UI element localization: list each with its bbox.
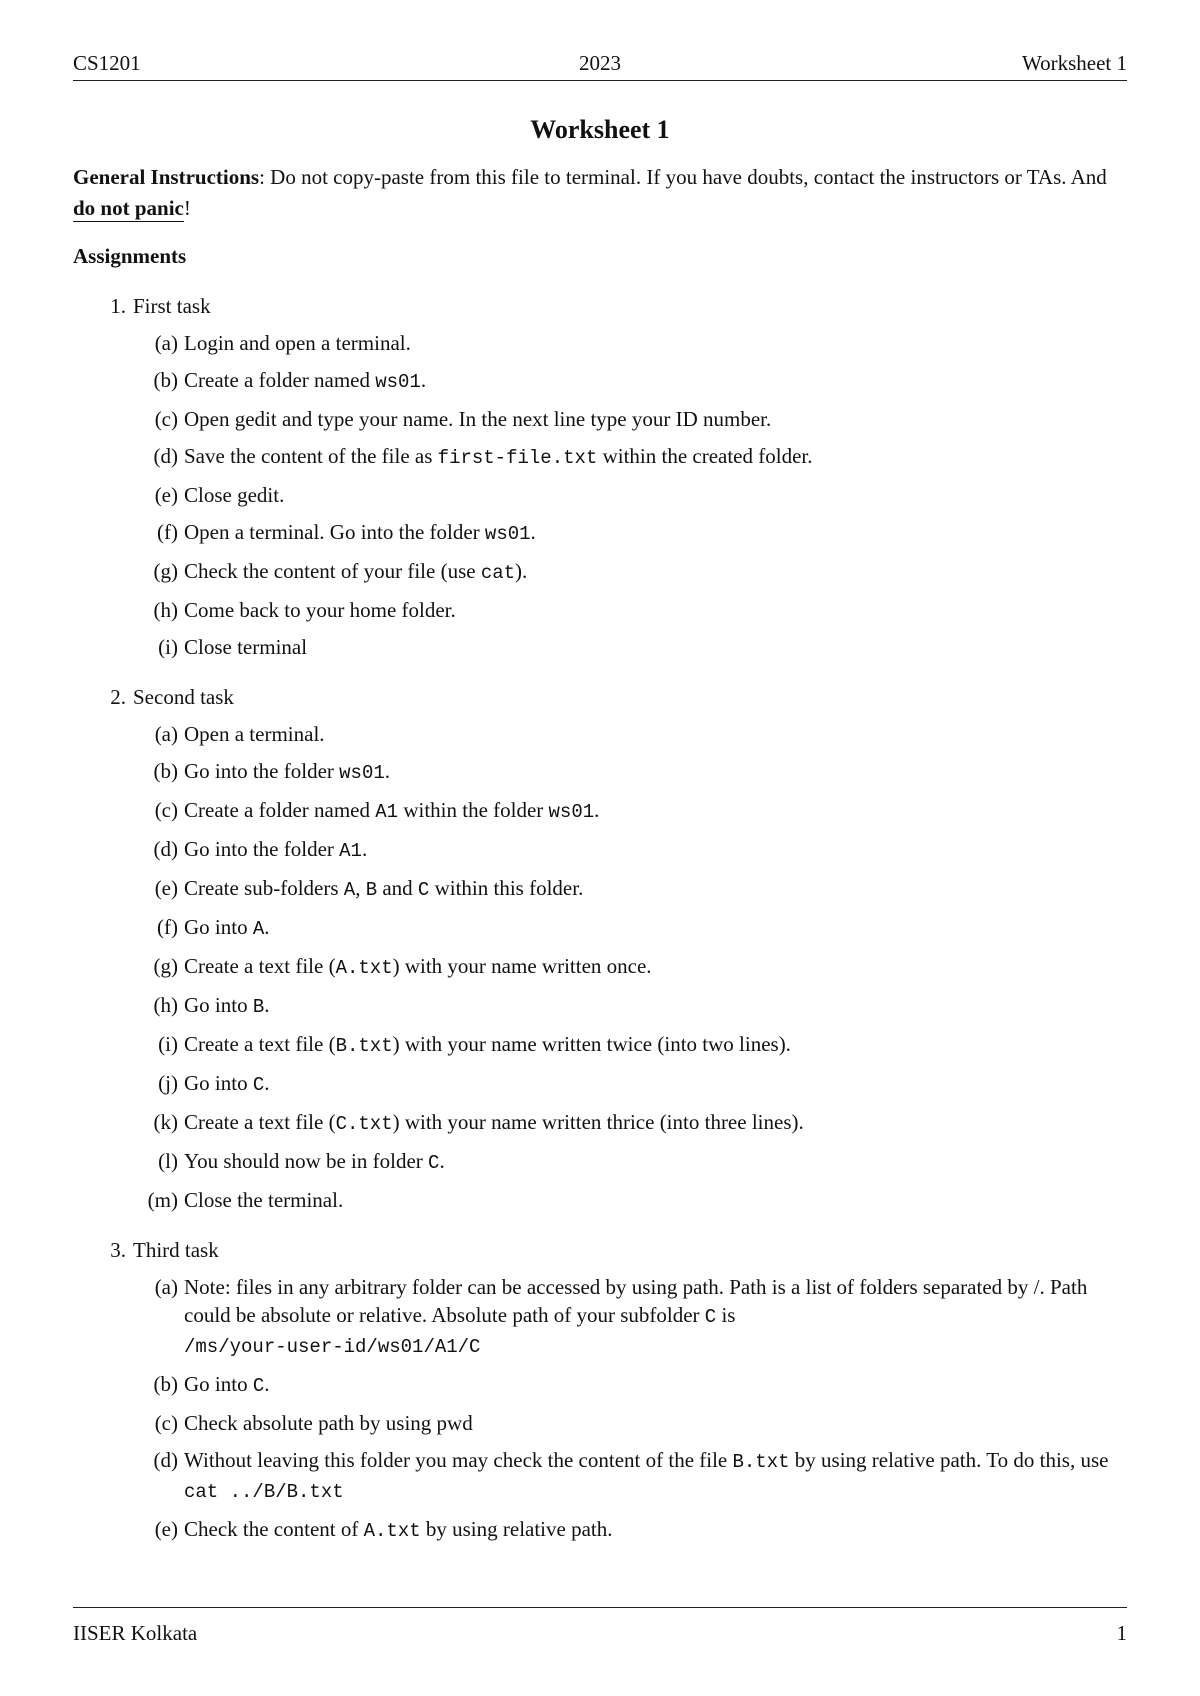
subtask-item — [133, 442, 1127, 472]
text-fragment: Note: files in any arbitrary folder can be accessed by using path. Path is a list of folders separated by /. Path could be absolute or relative. Absolute path of your subfolder — [184, 1275, 1088, 1327]
text-fragment: Create a text file ( — [184, 954, 336, 978]
subtask-label: (g) — [153, 559, 178, 583]
subtask-label: (e) — [154, 1517, 178, 1541]
text-fragment: Open gedit and type your name. In the next line type your ID number. — [184, 407, 772, 431]
text-fragment: ) with your name written thrice (into three lines). — [392, 1110, 804, 1134]
text-fragment: Go into the folder — [184, 837, 340, 861]
text-fragment: Create a text file ( — [184, 1032, 336, 1056]
text-fragment: within this folder. — [429, 876, 584, 900]
subtask-text — [184, 1149, 445, 1173]
subtask-item — [133, 720, 1127, 748]
text-fragment: Save the content of the file as — [184, 444, 438, 468]
subtask-label: (d) — [153, 837, 178, 861]
task-number: 1. — [110, 294, 126, 318]
subtask-label: (c) — [154, 1411, 178, 1435]
task-title: First task — [133, 294, 211, 318]
code-snippet: C — [428, 1152, 440, 1174]
code-snippet: C — [704, 1306, 717, 1328]
subtask-item — [133, 1515, 1127, 1545]
text-fragment: Open a terminal. Go into the folder — [184, 520, 485, 544]
subtask-label: (h) — [153, 993, 178, 1017]
text-fragment: Create a folder named — [184, 798, 376, 822]
assignments-heading: Assignments — [73, 244, 187, 268]
text-fragment: Close terminal — [184, 635, 308, 659]
text-fragment: Login and open a terminal. — [184, 331, 411, 355]
subtask-item — [133, 518, 1127, 548]
code-snippet: C — [417, 879, 430, 901]
subtask-item — [133, 1030, 1127, 1060]
text-fragment: Come back to your home folder. — [184, 598, 456, 622]
text-fragment: Close the terminal. — [184, 1188, 344, 1212]
instructions-text: : Do not copy-paste from this file to terminal. If you have doubts, contact the instructors or TAs. And — [259, 165, 1107, 189]
text-fragment: Go into — [184, 915, 253, 939]
code-snippet: A.txt — [363, 1520, 421, 1542]
page-footer — [73, 1607, 1127, 1648]
subtask-text — [184, 722, 325, 746]
text-fragment: Create a text file ( — [184, 1110, 336, 1134]
subtask-text — [184, 368, 426, 392]
subtask-label: (j) — [158, 1071, 178, 1095]
text-fragment: Check absolute path by using pwd — [184, 1411, 473, 1435]
text-fragment: Create sub-folders — [184, 876, 344, 900]
text-fragment: Without leaving this folder you may check the content of the file — [184, 1448, 733, 1472]
task-item — [73, 1236, 1127, 1545]
text-fragment: ) with your name written once. — [392, 954, 652, 978]
text-fragment: and — [377, 876, 418, 900]
subtask-text — [184, 444, 812, 468]
instructions-end: ! — [183, 196, 191, 220]
text-fragment: Check the content of — [184, 1517, 364, 1541]
task-number: 3. — [110, 1238, 126, 1262]
subtask-item — [133, 913, 1127, 943]
general-instructions — [73, 162, 1127, 224]
task-title: Third task — [133, 1238, 219, 1262]
subtask-label: (d) — [153, 444, 178, 468]
subtask-item — [133, 481, 1127, 509]
text-fragment: Create a folder named — [184, 368, 376, 392]
subtask-text — [184, 1110, 804, 1134]
subtask-text — [184, 1411, 473, 1435]
code-snippet: C.txt — [335, 1113, 393, 1135]
subtask-item — [133, 1409, 1127, 1437]
text-fragment: Close gedit. — [184, 483, 285, 507]
code-snippet: cat ../B/B.txt — [184, 1481, 344, 1503]
text-fragment: . — [361, 837, 368, 861]
subtask-item — [133, 952, 1127, 982]
subtask-text — [184, 759, 390, 783]
subtask-item — [133, 557, 1127, 587]
subtask-text — [184, 798, 599, 822]
page-number: 1 — [1116, 1621, 1127, 1645]
text-fragment: Go into — [184, 1071, 253, 1095]
text-fragment: Go into — [184, 993, 253, 1017]
subtask-label: (a) — [154, 1275, 178, 1299]
text-fragment: ) with your name written twice (into two lines). — [392, 1032, 791, 1056]
code-snippet: A.txt — [335, 957, 393, 979]
subtask-label: (k) — [153, 1110, 178, 1134]
subtask-list — [133, 720, 1127, 1214]
text-fragment: Open a terminal. — [184, 722, 325, 746]
subtask-list — [133, 1273, 1127, 1545]
subtask-item — [133, 405, 1127, 433]
task-list — [73, 292, 1127, 1545]
subtask-item — [133, 991, 1127, 1021]
page-header — [73, 50, 1127, 81]
subtask-item — [133, 835, 1127, 865]
text-fragment: . — [264, 1071, 270, 1095]
text-fragment: within the created folder. — [597, 444, 813, 468]
text-fragment: Go into — [184, 1372, 253, 1396]
code-snippet: cat — [480, 562, 516, 584]
subtask-label: (l) — [158, 1149, 178, 1173]
subtask-label: (c) — [154, 798, 178, 822]
subtask-item — [133, 596, 1127, 624]
code-snippet: first-file.txt — [437, 447, 598, 469]
code-snippet: A — [252, 918, 265, 940]
text-fragment: . — [264, 1372, 270, 1396]
code-snippet: ws01 — [375, 371, 421, 393]
document-body — [73, 110, 1127, 1545]
subtask-label: (a) — [154, 331, 178, 355]
subtask-text — [184, 993, 270, 1017]
subtask-text — [184, 876, 583, 900]
subtask-item — [133, 874, 1127, 904]
code-snippet: A — [343, 879, 356, 901]
subtask-label: (e) — [154, 483, 178, 507]
subtask-text — [184, 635, 307, 659]
subtask-label: (c) — [154, 407, 178, 431]
document-title: Worksheet 1 — [530, 115, 670, 144]
text-fragment: , — [355, 876, 366, 900]
header-year: 2023 — [579, 51, 621, 75]
subtask-item — [133, 633, 1127, 661]
text-fragment: . — [530, 520, 536, 544]
text-fragment: . — [264, 993, 270, 1017]
subtask-text — [184, 1517, 613, 1541]
subtask-item — [133, 757, 1127, 787]
subtask-label: (b) — [153, 368, 178, 392]
subtask-text — [184, 598, 456, 622]
code-snippet: /ms/your-user-id/ws01/A1/C — [184, 1336, 481, 1358]
text-fragment: . — [384, 759, 390, 783]
header-worksheet-label: Worksheet 1 — [1021, 51, 1127, 75]
subtask-text — [184, 483, 284, 507]
text-fragment: within the folder — [398, 798, 549, 822]
subtask-label: (a) — [154, 722, 178, 746]
subtask-text — [184, 1071, 270, 1095]
subtask-text — [184, 1275, 1087, 1357]
code-snippet: ws01 — [548, 801, 595, 823]
subtask-label: (b) — [153, 759, 178, 783]
text-fragment: . — [264, 915, 270, 939]
subtask-item — [133, 366, 1127, 396]
code-snippet: B.txt — [335, 1035, 393, 1057]
text-fragment: is — [716, 1303, 736, 1327]
instructions-emphasis: do not panic — [73, 196, 184, 220]
subtask-label: (d) — [153, 1448, 178, 1472]
text-fragment: . — [594, 798, 600, 822]
subtask-label: (g) — [153, 954, 178, 978]
course-code: CS1201 — [73, 51, 141, 75]
subtask-text — [184, 1372, 270, 1396]
code-snippet: B — [252, 996, 265, 1018]
text-fragment: Go into the folder — [184, 759, 340, 783]
subtask-text — [184, 331, 411, 355]
subtask-text — [184, 954, 652, 978]
text-fragment: . — [439, 1149, 445, 1173]
subtask-item — [133, 1370, 1127, 1400]
text-fragment: . — [420, 368, 427, 392]
subtask-item — [133, 796, 1127, 826]
code-snippet: C — [252, 1375, 265, 1397]
subtask-text — [184, 1032, 791, 1056]
code-snippet: B.txt — [732, 1451, 790, 1473]
subtask-item — [133, 1446, 1127, 1506]
subtask-item — [133, 1069, 1127, 1099]
code-snippet: A1 — [339, 840, 362, 862]
task-item — [73, 683, 1127, 1214]
subtask-label: (f) — [157, 915, 178, 939]
subtask-list — [133, 329, 1127, 661]
subtask-label: (i) — [158, 635, 178, 659]
task-number: 2. — [110, 685, 126, 709]
subtask-item — [133, 1186, 1127, 1214]
code-snippet: C — [252, 1074, 265, 1096]
subtask-text — [184, 520, 536, 544]
subtask-item — [133, 1273, 1127, 1361]
subtask-label: (i) — [158, 1032, 178, 1056]
subtask-label: (e) — [154, 876, 178, 900]
text-fragment: You should now be in folder — [184, 1149, 429, 1173]
task-item — [73, 292, 1127, 661]
text-fragment: by using relative path. To do this, use — [789, 1448, 1109, 1472]
subtask-label: (b) — [153, 1372, 178, 1396]
subtask-text — [184, 1448, 1108, 1502]
subtask-text — [184, 837, 367, 861]
subtask-label: (m) — [147, 1188, 178, 1212]
subtask-item — [133, 1147, 1127, 1177]
subtask-item — [133, 329, 1127, 357]
subtask-text — [184, 915, 270, 939]
subtask-text — [184, 559, 527, 583]
code-snippet: ws01 — [339, 762, 385, 784]
code-snippet: ws01 — [484, 523, 531, 545]
code-snippet: A1 — [375, 801, 399, 823]
instructions-label: General Instructions — [73, 165, 260, 189]
text-fragment: by using relative path. — [420, 1517, 613, 1541]
text-fragment: Check the content of your file (use — [184, 559, 481, 583]
text-fragment: ). — [515, 559, 528, 583]
subtask-label: (h) — [153, 598, 178, 622]
institution-name: IISER Kolkata — [73, 1621, 198, 1645]
task-title: Second task — [133, 685, 234, 709]
code-snippet: B — [365, 879, 378, 901]
subtask-text — [184, 407, 771, 431]
subtask-text — [184, 1188, 343, 1212]
subtask-item — [133, 1108, 1127, 1138]
subtask-label: (f) — [157, 520, 178, 544]
